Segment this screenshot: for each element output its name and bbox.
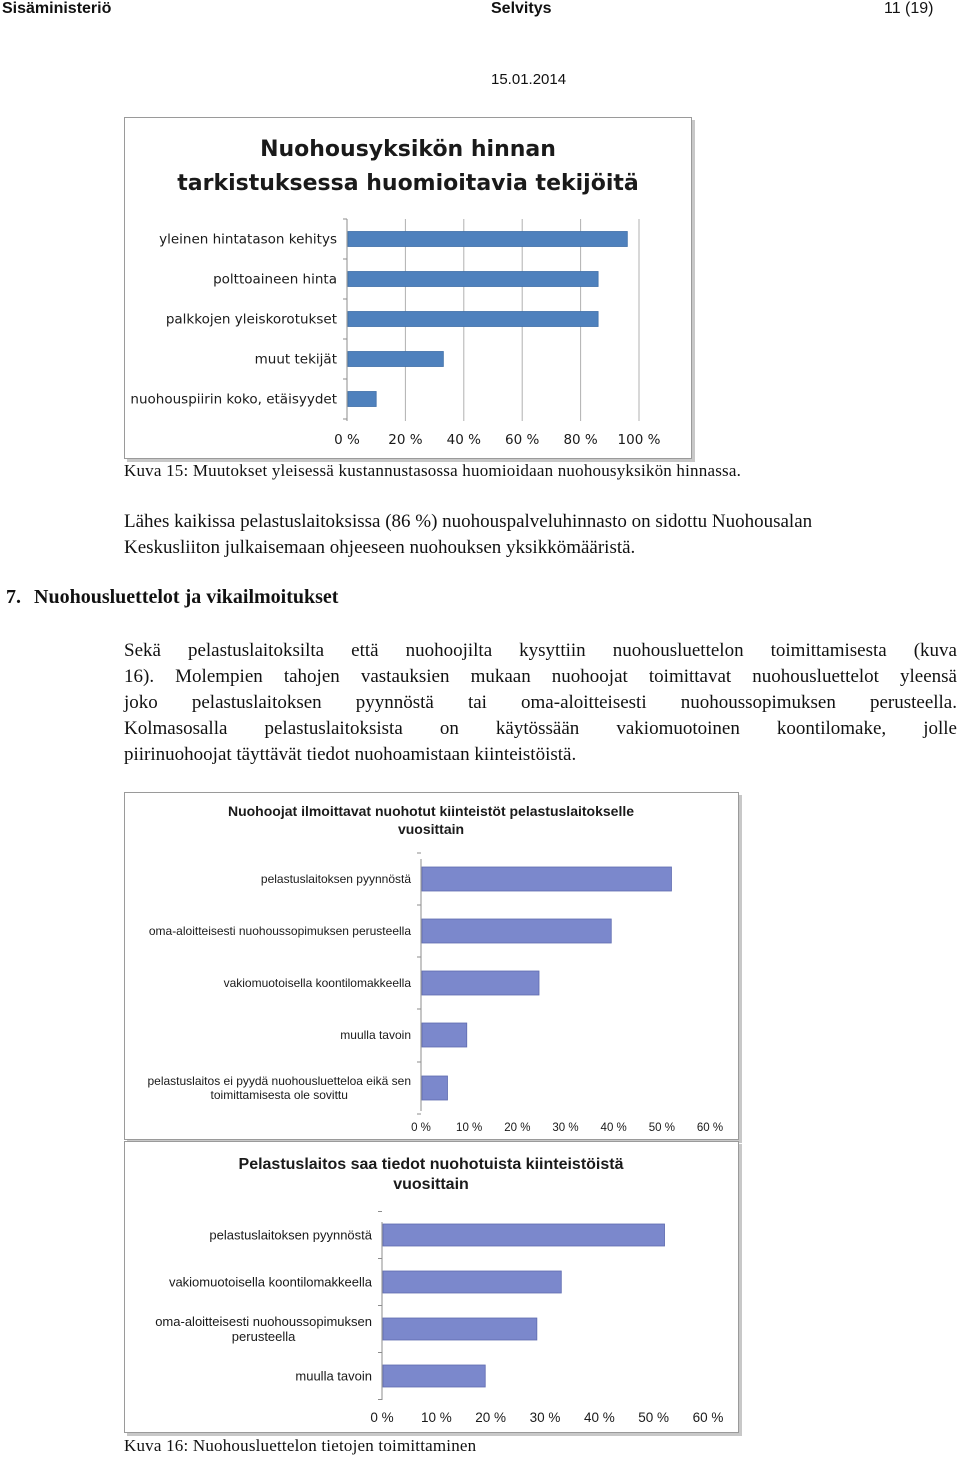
chart-title: tarkistuksessa huomioitavia tekijöitä: [177, 171, 639, 196]
category-label: palkkojen yleiskorotukset: [165, 311, 337, 328]
tick-label: 0 %: [370, 1410, 394, 1425]
section-heading: [6, 586, 338, 609]
tick-label: 60 %: [696, 1122, 724, 1134]
bar: [348, 352, 443, 367]
paragraph-line: 16). Molempien tahojen vastauksien mukaan nuohoojat toimittavat nuohousluettelot yleensä: [124, 666, 957, 687]
chart-title: Nuohousyksikön hinnan: [260, 137, 556, 162]
category-label: polttoaineen hinta: [213, 271, 337, 288]
bar: [383, 1318, 537, 1340]
chart-title: Nuohoojat ilmoittavat nuohotut kiinteistöt pelastuslaitokselle: [227, 803, 635, 819]
category-label: oma-aloitteisesti nuohoussopimuksen perusteella: [148, 924, 411, 939]
chart-frame-sweeps-report: [124, 792, 739, 1140]
header-doc-type: Selvitys: [491, 0, 552, 17]
bar: [383, 1271, 561, 1293]
bar: [348, 392, 376, 407]
category-label: pelastuslaitoksen pyynnöstä: [209, 1227, 372, 1243]
chart-title: vuosittain: [397, 821, 465, 837]
tick-label: 20 %: [504, 1122, 531, 1134]
tick-label: 10 %: [420, 1410, 452, 1425]
tick-label: 20 %: [475, 1410, 507, 1425]
section-title: Nuohousluettelot ja vikailmoitukset: [34, 586, 339, 608]
header-organization: Sisäministeriö: [2, 0, 112, 17]
bar: [383, 1224, 665, 1246]
category-label: muulla tavoin: [295, 1368, 372, 1384]
category-label: vakiomuotoisella koontilomakkeella: [168, 1274, 372, 1290]
tick-label: 40 %: [583, 1410, 615, 1425]
tick-label: 10 %: [456, 1122, 483, 1134]
tick-label: 30 %: [529, 1410, 561, 1425]
tick-label: 60 %: [692, 1410, 724, 1425]
bar: [348, 232, 627, 247]
paragraph-line: joko pelastuslaitoksen pyynnöstä tai oma-aloitteisesti nuohoussopimuksen perusteella.: [124, 692, 957, 713]
chart-rescue-receives: [125, 1142, 738, 1432]
bar: [422, 971, 539, 995]
chart-frame-rescue-receives: [124, 1141, 739, 1433]
tick-label: 30 %: [552, 1122, 579, 1134]
tick-label: 0 %: [334, 432, 360, 448]
paragraph-line: piirinuohoojat täyttävät tiedot nuohoamistaan kiinteistöistä.: [124, 744, 577, 765]
paragraph-line: Keskusliiton julkaisemaan ohjeeseen nuohouksen yksikkömääristä.: [124, 537, 636, 558]
category-label: yleinen hintatason kehitys: [159, 231, 337, 248]
chart-frame-price-factors: [124, 117, 692, 459]
tick-label: 0 %: [411, 1122, 431, 1134]
figure-caption-15: Kuva 15: Muutokset yleisessä kustannustasossa huomioidaan nuohousyksikön hinnassa.: [124, 461, 742, 480]
header-date: 15.01.2014: [491, 71, 567, 88]
section-number: 7.: [6, 586, 21, 608]
paragraph-chimney-lists: [124, 638, 957, 768]
figure-caption-16: Kuva 16: Nuohousluettelon tietojen toimittaminen: [124, 1436, 477, 1455]
tick-label: 20 %: [388, 432, 423, 448]
chart-title: vuosittain: [393, 1176, 469, 1193]
tick-label: 60 %: [505, 432, 540, 448]
category-label: nuohouspiirin koko, etäisyydet: [130, 391, 337, 408]
category-label: toimittamisesta ole sovittu: [210, 1088, 348, 1103]
tick-label: 40 %: [446, 432, 481, 448]
bar: [422, 1023, 467, 1047]
category-label: muulla tavoin: [340, 1028, 411, 1043]
bar: [383, 1365, 485, 1387]
header-page-number: 11 (19): [884, 0, 934, 17]
paragraph-line: Lähes kaikissa pelastuslaitoksissa (86 %) nuohouspalveluhinnasto on sidottu Nuohousalan: [124, 511, 813, 532]
category-label: pelastuslaitos ei pyydä nuohousluetteloa eikä sen: [147, 1074, 411, 1089]
bar: [422, 919, 611, 943]
paragraph-line: Sekä pelastuslaitoksilta että nuohoojilta kysyttiin nuohousluettelon toimittamisesta (kuva: [124, 640, 957, 661]
category-label: pelastuslaitoksen pyynnöstä: [260, 872, 411, 887]
category-label: oma-aloitteisesti nuohoussopimuksen: [155, 1314, 372, 1330]
chart-title: Pelastuslaitos saa tiedot nuohotuista kiinteistöistä: [238, 1156, 624, 1173]
bar: [348, 312, 598, 327]
chart-sweeps-report: [125, 793, 738, 1139]
paragraph-line: Kolmasosalla pelastuslaitoksista on käytössään vakiomuotoinen koontilomake, jolle: [124, 718, 957, 739]
paragraph-price-list: [124, 509, 957, 561]
tick-label: 50 %: [648, 1122, 675, 1134]
bar: [422, 1076, 447, 1100]
tick-label: 100 %: [617, 432, 661, 448]
tick-label: 80 %: [563, 432, 598, 448]
bar: [422, 867, 671, 891]
tick-label: 50 %: [638, 1410, 670, 1425]
tick-label: 40 %: [600, 1122, 627, 1134]
category-label: muut tekijät: [254, 351, 337, 368]
category-label: vakiomuotoisella koontilomakkeella: [223, 976, 411, 991]
chart-price-factors: [125, 118, 691, 458]
bar: [348, 272, 598, 287]
category-label: perusteella: [231, 1329, 296, 1345]
